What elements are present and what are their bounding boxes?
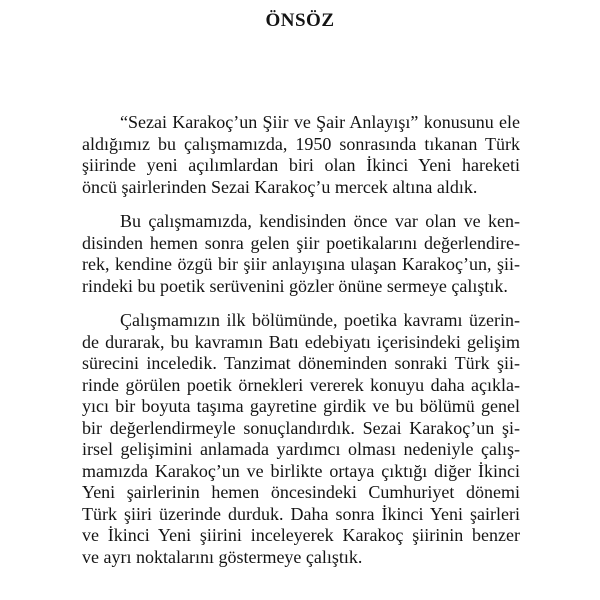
body-text: [82, 112, 520, 581]
text-line: rek, kendine özgü bir şiir anlayışına ulaşan Karakoç’un, şii-: [82, 254, 520, 274]
text-line: öncü şairlerinden Sezai Karakoç’u mercek altına aldık.: [82, 176, 478, 197]
text-line: Türk şiiri üzerinde durduk. Daha sonra İkinci Yeni şairleri: [82, 503, 520, 524]
paragraph: [82, 112, 520, 198]
text-line: de durarak, bu kavramın Batı edebiyatı içerisindeki gelişim: [82, 331, 520, 352]
text-line: Bu çalışmamızda, kendisinden önce var olan ve ken-: [120, 211, 520, 231]
text-line: Çalışmamızın ilk bölümünde, poetika kavramı üzerin-: [120, 310, 520, 330]
paragraph: [82, 310, 520, 568]
text-line: şiirinde yeni açılımlardan biri olan İkinci Yeni hareketi: [82, 155, 520, 175]
text-line: “Sezai Karakoç’un Şiir ve Şair Anlayışı” konusunu ele: [120, 112, 520, 132]
paragraph: [82, 211, 520, 297]
text-line: mamızda Karakoç’un ve birlikte ortaya çıktığı diğer İkinci: [82, 460, 520, 481]
text-line: rindeki bu poetik serüvenini gözler önüne sermeye çalıştık.: [82, 275, 508, 296]
text-line: yıcı bir boyuta taşıma gayretine girdik ve bu bölümü genel: [82, 396, 520, 416]
page-title: ÖNSÖZ: [265, 10, 335, 31]
text-line: irsel gelişimini anlamada yardımcı olması nedeniyle çalış-: [82, 439, 520, 459]
text-line: ve ayrı noktalarını göstermeye çalıştık.: [82, 546, 363, 567]
text-line: Yeni şairlerinin hemen öncesindeki Cumhuriyet dönemi: [82, 482, 520, 502]
text-line: ve İkinci Yeni şiirini inceleyerek Karakoç şiirinin benzer: [82, 525, 520, 545]
text-line: bir değerlendirmeyle sonuçlandırdık. Sezai Karakoç’un şi-: [82, 417, 520, 438]
text-line: rinde görülen poetik örnekleri vererek konuyu daha açıkla-: [82, 374, 520, 395]
text-line: sürecini inceledik. Tanzimat döneminden sonraki Türk şii-: [82, 353, 520, 373]
text-line: disinden hemen sonra gelen şiir poetikalarını değerlendire-: [82, 232, 520, 253]
text-line: aldığımız bu çalışmamızda, 1950 sonrasında tıkanan Türk: [82, 133, 520, 154]
